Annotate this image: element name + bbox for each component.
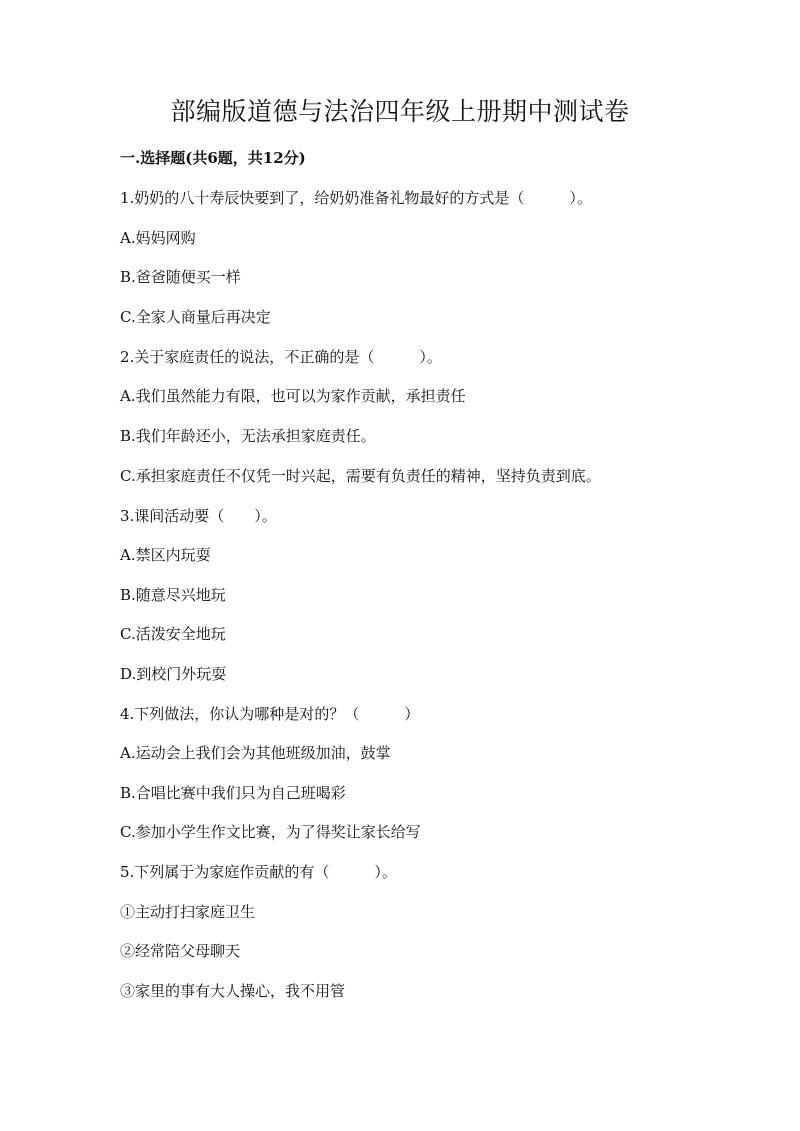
question-2-option-b: B.我们年龄还小，无法承担家庭责任。 (120, 427, 376, 445)
section-heading: 一.选择题(共6题，共12分) (120, 149, 306, 167)
question-5-item-2: ②经常陪父母聊天 (120, 942, 241, 960)
question-3-option-d: D.到校门外玩耍 (120, 665, 227, 683)
question-5-item-1: ①主动打扫家庭卫生 (120, 903, 256, 921)
question-2-option-c: C.承担家庭责任不仅凭一时兴起，需要有负责任的精神，坚持负责到底。 (120, 467, 601, 485)
question-2-option-a: A.我们虽然能力有限，也可以为家作贡献，承担责任 (120, 387, 466, 405)
page-title: 部编版道德与法治四年级上册期中测试卷 (170, 97, 630, 126)
question-4-stem: 4.下列做法，你认为哪种是对的？（ ） (120, 705, 420, 723)
question-5-item-3: ③家里的事有大人操心，我不用管 (120, 982, 346, 1000)
question-1-option-a: A.妈妈网购 (120, 229, 196, 247)
question-4-option-c: C.参加小学生作文比赛，为了得奖让家长给写 (120, 823, 421, 841)
question-3-option-c: C.活泼安全地玩 (120, 625, 226, 643)
question-3-option-b: B.随意尽兴地玩 (120, 586, 226, 604)
question-3-stem: 3.课间活动要（ ）。 (120, 507, 277, 525)
question-1-stem: 1.奶奶的八十寿辰快要到了，给奶奶准备礼物最好的方式是（ ）。 (120, 189, 592, 207)
question-5-stem: 5.下列属于为家庭作贡献的有（ ）。 (120, 863, 397, 881)
question-4-option-a: A.运动会上我们会为其他班级加油，鼓掌 (120, 744, 391, 762)
question-3-option-a: A.禁区内玩耍 (120, 546, 211, 564)
question-2-stem: 2.关于家庭责任的说法，不正确的是（ ）。 (120, 348, 442, 366)
question-1-option-c: C.全家人商量后再决定 (120, 308, 271, 326)
question-1-option-b: B.爸爸随便买一样 (120, 268, 241, 286)
question-4-option-b: B.合唱比赛中我们只为自己班喝彩 (120, 784, 346, 802)
